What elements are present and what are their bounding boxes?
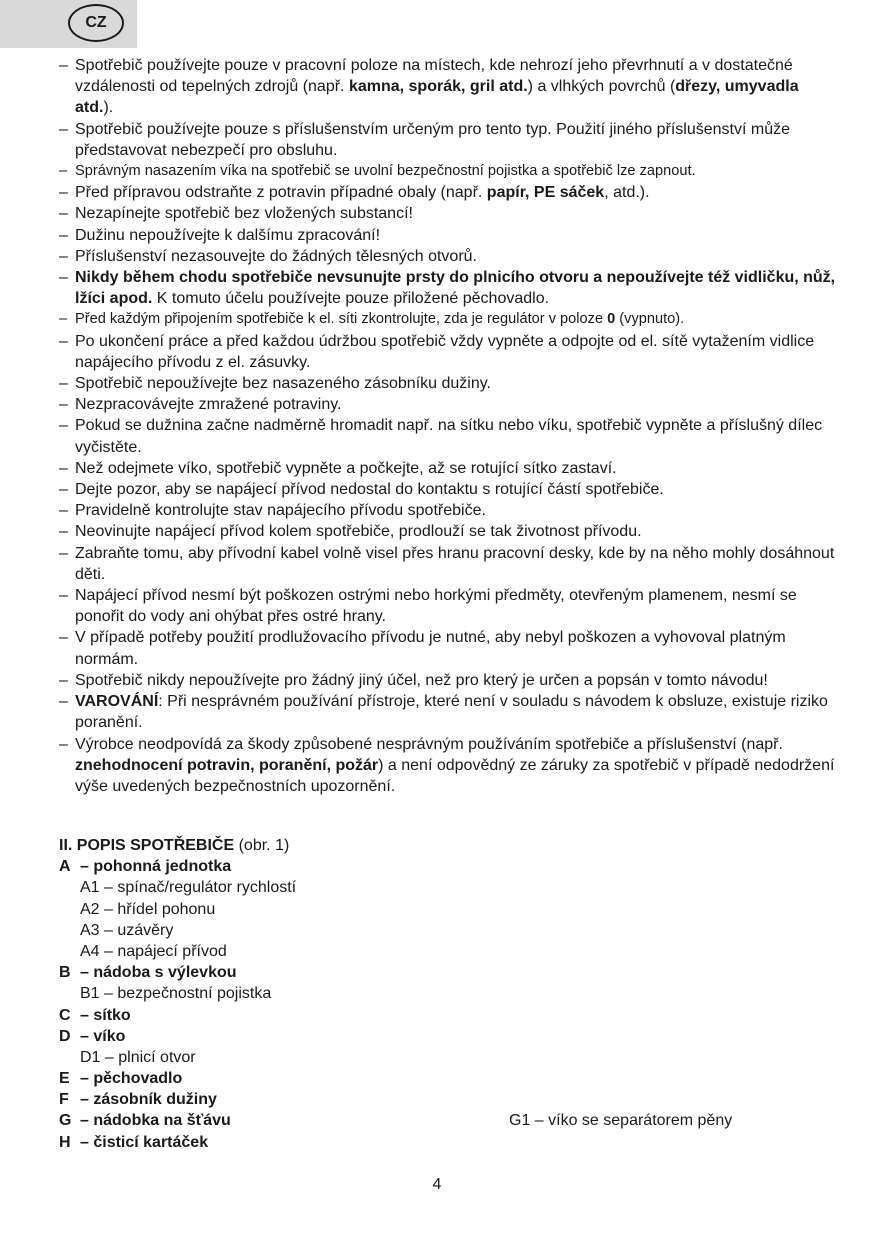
- part-f: [59, 1089, 819, 1110]
- rule-text: Spotřebič používejte pouze s příslušenstvím určeným pro tento typ. Použití jiného příslušenství může představovat nebezpečí pro obsluhu.: [75, 120, 791, 159]
- part-letter: E: [59, 1070, 70, 1088]
- safety-rule: [59, 203, 839, 224]
- part-letter: F: [59, 1091, 69, 1109]
- part-h: [59, 1132, 819, 1153]
- language-badge: CZ: [68, 4, 124, 42]
- safety-rule: [59, 394, 839, 415]
- rule-text: Spotřebič nepoužívejte bez nasazeného zásobníku dužiny.: [75, 375, 491, 393]
- safety-rule: [59, 55, 839, 119]
- safety-rule: [59, 479, 839, 500]
- section-heading: [59, 835, 819, 856]
- safety-rule: [59, 521, 839, 542]
- rule-text: K tomuto účelu používejte pouze přiložené pěchovadlo.: [152, 290, 550, 308]
- part-letter: A: [59, 858, 71, 876]
- part-g: [59, 1110, 819, 1131]
- appliance-description: [59, 835, 819, 1153]
- part-e: [59, 1068, 819, 1089]
- part-a4: A4 – napájecí přívod: [80, 942, 227, 960]
- rule-text: Napájecí přívod nesmí být poškozen ostrými nebo horkými předměty, otevřeným plamenem, nesmí se ponořit do vody ani ohýbat přes ostré hrany.: [75, 587, 797, 626]
- rule-text: Než odejmete víko, spotřebič vypněte a počkejte, až se rotující sítko zastaví.: [75, 459, 617, 477]
- rule-text: Zabraňte tomu, aby přívodní kabel volně visel přes hranu pracovní desky, kde by na něho mohly dosáhnout děti.: [75, 544, 835, 583]
- safety-rule: [59, 225, 839, 246]
- safety-rule: [59, 734, 839, 798]
- rule-text: Nezapínejte spotřebič bez vložených substancí!: [75, 205, 413, 223]
- safety-rule: [59, 309, 839, 330]
- rule-text: Neovinujte napájecí přívod kolem spotřebiče, prodlouží se tak životnost přívodu.: [75, 523, 642, 541]
- rule-emphasis: dřezy, umyvadla atd.: [75, 78, 799, 117]
- safety-rule: [59, 246, 839, 267]
- rule-text: Správným nasazením víka na spotřebič se uvolní bezpečnostní pojistka a spotřebič lze zapnout.: [75, 163, 696, 180]
- part-a2: A2 – hřídel pohonu: [80, 900, 216, 918]
- rule-text: Dužinu nepoužívejte k dalšímu zpracování!: [75, 226, 381, 244]
- part-label: – zásobník dužiny: [80, 1091, 217, 1109]
- part-a1: A1 – spínač/regulátor rychlostí: [80, 879, 297, 897]
- rule-emphasis: kamna, sporák, gril atd.: [348, 78, 528, 96]
- safety-rule: [59, 500, 839, 521]
- part-label: – pěchovadlo: [80, 1070, 183, 1088]
- rule-text: Nezpracovávejte zmražené potraviny.: [75, 396, 342, 414]
- rule-text: ) a není odpovědný ze záruky za spotřebič v případě nedodržení výše uvedených bezpečnostních upozornění.: [75, 756, 835, 795]
- rule-text: (vypnuto).: [615, 311, 685, 328]
- rule-text: Pokud se dužnina začne nadměrně hromadit např. na sítku nebo víku, spotřebič vypněte a příslušný dílec vyčistěte.: [75, 417, 823, 456]
- safety-rule: [59, 119, 839, 161]
- part-label: – víko: [80, 1027, 126, 1045]
- page-number: 4: [432, 1176, 442, 1193]
- safety-rule: [59, 585, 839, 627]
- part-label: – nádoba s výlevkou: [80, 964, 237, 982]
- rule-text: ).: [103, 99, 114, 117]
- rule-emphasis: papír, PE sáček: [486, 184, 605, 202]
- rule-emphasis: VAROVÁNÍ: [75, 693, 159, 711]
- rule-emphasis: 0: [607, 311, 616, 328]
- rule-text: Pravidelně kontrolujte stav napájecího přívodu spotřebiče.: [75, 502, 486, 520]
- part-b1: B1 – bezpečnostní pojistka: [80, 985, 272, 1003]
- part-label: – pohonná jednotka: [80, 858, 232, 876]
- rule-emphasis: Nikdy během chodu spotřebiče nevsunujte prsty do plnicího otvoru a nepoužívejte též vidličku, nůž, lžíci apod.: [75, 269, 836, 308]
- safety-rule: [59, 670, 839, 691]
- part-label: – sítko: [80, 1006, 131, 1024]
- part-letter: G: [59, 1112, 72, 1130]
- section-figure-ref: (obr. 1): [234, 837, 290, 854]
- rule-text: , atd.).: [604, 184, 650, 202]
- safety-rule: [59, 373, 839, 394]
- rule-text: Před každým připojením spotřebiče k el. síti zkontrolujte, zda je regulátor v poloze: [75, 311, 608, 328]
- part-letter: H: [59, 1133, 71, 1151]
- safety-rule: [59, 543, 839, 585]
- rule-text: Spotřebič nikdy nepoužívejte pro žádný jiný účel, než pro který je určen a popsán v tomto návodu!: [75, 671, 768, 689]
- language-tab: [0, 0, 137, 48]
- part-a3: A3 – uzávěry: [80, 921, 174, 939]
- rule-text: Dejte pozor, aby se napájecí přívod nedostal do kontaktu s rotující částí spotřebiče.: [75, 481, 664, 499]
- part-a: [59, 856, 819, 877]
- part-g1: G1 – víko se separátorem pěny: [509, 1112, 733, 1130]
- rule-text: : Při nesprávném používání přístroje, které není v souladu s návodem k obsluze, existuje riziko poranění.: [75, 693, 828, 732]
- rule-text: V případě potřeby použití prodlužovacího přívodu je nutné, aby nebyl poškozen a vyhovoval platným normám.: [75, 629, 786, 668]
- safety-instructions-list: [59, 55, 839, 797]
- safety-rule: [59, 415, 839, 457]
- part-d1: D1 – plnicí otvor: [80, 1048, 196, 1066]
- safety-rule: [59, 182, 839, 203]
- rule-text: ) a vlhkých povrchů (: [527, 78, 676, 96]
- safety-rule: [59, 691, 839, 733]
- safety-rule: [59, 267, 839, 309]
- part-label: – nádobka na šťávu: [80, 1112, 231, 1130]
- part-label: – čisticí kartáček: [80, 1133, 209, 1151]
- rule-text: Po ukončení práce a před každou údržbou spotřebič vždy vypněte a odpojte od el. sítě vytažením vidlice napájecího přívodu z el. zásuvky.: [75, 332, 815, 371]
- safety-rule: [59, 627, 839, 669]
- part-d: [59, 1026, 819, 1047]
- rule-text: Příslušenství nezasouvejte do žádných tělesných otvorů.: [75, 247, 477, 265]
- safety-rule: [59, 161, 839, 182]
- rule-text: Spotřebič používejte pouze v pracovní poloze na místech, kde nehrozí jeho převrhnutí a v dostatečné vzdálenosti od tepelných zdrojů (např.: [75, 57, 793, 96]
- rule-emphasis: znehodnocení potravin, poranění, požár: [75, 756, 379, 774]
- part-letter: D: [59, 1027, 71, 1045]
- rule-text: Výrobce neodpovídá za škody způsobené nesprávným používáním spotřebiče a příslušenství (např.: [75, 735, 783, 753]
- rule-text: Před přípravou odstraňte z potravin případné obaly (např.: [75, 184, 487, 202]
- part-c: [59, 1005, 819, 1026]
- part-b: [59, 962, 819, 983]
- part-letter: C: [59, 1006, 71, 1024]
- safety-rule: [59, 458, 839, 479]
- safety-rule: [59, 331, 839, 373]
- section-title: II. POPIS SPOTŘEBIČE: [59, 837, 235, 854]
- part-letter: B: [59, 964, 71, 982]
